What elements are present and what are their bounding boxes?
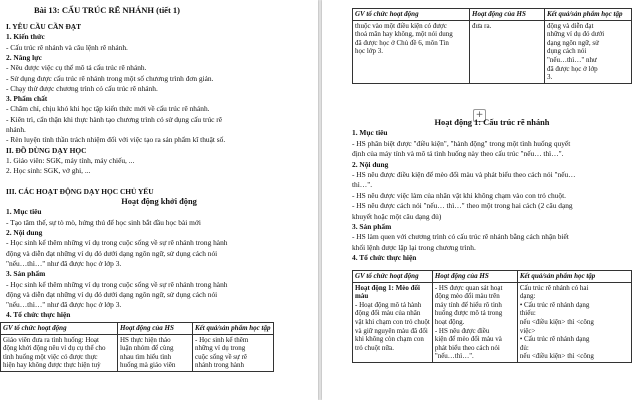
text-line: - Sử dụng được cấu trúc rẽ nhánh trong một số chương trình đơn giản. [6, 73, 214, 83]
cell-text: luận nhóm để cùng [120, 344, 174, 353]
text-line: 1. Giáo viên: SGK, máy tính, máy chiếu, ... [6, 155, 135, 165]
cell-text: huống mà giáo viên [120, 361, 176, 370]
table-cell [470, 20, 545, 83]
cell-text: đủ: [519, 343, 529, 352]
table-header-student: Hoạt động của HS [432, 271, 517, 283]
cell-text: những ví dụ trong [195, 344, 246, 353]
text-line: "nếu…thì…" như đã được học ở lớp 3. [6, 258, 122, 268]
text-line: - HS làm quen với chương trình có cấu trúc rẽ nhánh bằng cách nhận biết [352, 232, 569, 242]
left-activity-table [0, 322, 274, 372]
cell-text: HS thực hiện thảo [120, 335, 171, 344]
table-row [1, 334, 274, 371]
cell-text: cuộc sống về sự rẽ [195, 352, 248, 361]
cell-text: nếu <điều kiện> thì <công [519, 317, 594, 326]
text-line: II. ĐỒ DÙNG DẠY HỌC [6, 145, 87, 155]
text-line: - HS nêu được cách nói "nếu… thì…" theo một trong hai cách (2 câu dạng [352, 201, 573, 211]
table-cell [353, 20, 470, 83]
cell-text: máy tính để hiểu rõ tình [434, 300, 502, 309]
cell-text: màu [355, 292, 369, 301]
cell-text: hiện hay không được thực hiện tuỳ [3, 361, 101, 370]
text-line: - HS phân biệt được "điều kiện", "hành động" trong một tình huống quyết [352, 138, 571, 148]
text-line: 2. Năng lực [6, 52, 42, 62]
table-cell [353, 282, 433, 362]
cell-text: thoả mãn hay không, một nói dung [355, 30, 453, 39]
cell-text: Cấu trúc rẽ nhánh có hai [519, 283, 589, 292]
cell-text: học lớp 3. [355, 47, 384, 56]
cell-text: đã được học ở Chủ đề 6, môn Tin [355, 38, 449, 47]
table-header-teacher: GV tổ chức hoạt động [353, 271, 433, 283]
table-cell [432, 282, 517, 362]
table-row [353, 282, 632, 362]
text-line: 1. Mục tiêu [352, 128, 388, 138]
text-line: 4. Tổ chức thực hiện [352, 253, 417, 263]
cell-text: nhánh trong hành [195, 361, 244, 370]
cell-text: động đổi màu của nhân [355, 309, 421, 318]
lesson-title: Bài 13: CẤU TRÚC RẼ NHÁNH (tiết 1) [34, 5, 180, 15]
cell-text: • Cấu trúc rẽ nhánh dạng [519, 335, 590, 344]
cell-text: đã được học ở lớp [547, 64, 598, 73]
text-line: thì…". [352, 180, 373, 190]
cell-text: vật khi chạm con trỏ chuột [355, 317, 430, 326]
text-line: - Rèn luyện tính thần trách nhiệm đối với việc tạo ra sản phẩm kĩ thuật số. [6, 135, 226, 145]
text-line: động và diễn đạt những ví dụ đó dưới dạng ngôn ngữ, sử dụng cách nói [6, 248, 218, 258]
text-line: - Chạy thử được chương trình có cấu trúc rẽ nhánh. [6, 83, 158, 93]
cell-text: hoạt động. [434, 317, 465, 326]
text-line: - Chăm chỉ, chịu khó khi học tập kiến thức mới về cấu trúc rẽ nhánh. [6, 104, 210, 114]
table-header-result: Kết quả/sản phẩm học tập [193, 323, 274, 335]
table-header-student: Hoạt động của HS [470, 9, 545, 21]
table-header-result: Kết quả/sản phẩm học tập [517, 271, 631, 283]
cell-text: phát biểu theo cách nói [434, 343, 500, 352]
text-line: 1. Mục tiêu [6, 207, 42, 217]
cell-text: Giáo viên đưa ra tình huống: Hoạt [3, 335, 99, 344]
cell-text: động khởi động nêu ví dụ cụ thể cho [3, 344, 106, 353]
table-cell [118, 334, 193, 371]
text-line: - Học sinh kể thêm những ví dụ trong cuộc sống về sự rẽ nhánh trong hành [6, 238, 228, 248]
cell-text: việc> [519, 326, 536, 335]
cell-text: khi không còn chạm con [355, 335, 424, 344]
text-line: I. YÊU CẦU CẦN ĐẠT [6, 22, 82, 31]
cell-text: động mèo đổi màu trên [434, 292, 500, 301]
cell-text: nếu <điều kiện> thì <công [519, 352, 594, 361]
cell-text: • Cấu trúc rẽ nhánh dạng [519, 300, 590, 309]
cell-text: động và diễn đạt [547, 21, 594, 30]
cell-text: - Học sinh kể thêm [195, 335, 249, 344]
table-cell [1, 334, 118, 371]
text-line: 2. Nội dung [6, 228, 43, 237]
cell-text: kiện để mèo đổi màu và [434, 335, 502, 344]
cell-text: dạng: [519, 292, 536, 301]
text-line: định của máy tính và mô tả tình huống này theo cấu trúc "nếu… thì…". [352, 149, 564, 159]
right-bottom-table [352, 270, 632, 363]
text-line: khuyết hoặc một câu dạng đủ) [352, 211, 442, 221]
text-line: - Nêu được việc cụ thể mô tả cấu trúc rẽ nhánh. [6, 63, 147, 73]
text-line: Hoạt động khởi động [121, 197, 197, 207]
cell-text: Hoạt động 1: Mèo đổi [355, 283, 420, 292]
cell-text: trỏ chuột nữa. [355, 343, 394, 352]
text-line: "nếu…thì…" như đã được học ở lớp 3. [6, 300, 122, 310]
text-line: động và diễn đạt những ví dụ đó dưới dạng ngôn ngữ, sử dụng cách nói [6, 289, 218, 299]
cell-text: "nếu…thì…" như [547, 55, 597, 64]
cell-text: nhau tìm hiểu tình [120, 352, 172, 361]
cell-text: huống được mô tả trong [434, 309, 503, 318]
cell-text: những ví dụ đó dưới [547, 30, 605, 39]
cell-text: - Hoạt động mô tả hành [355, 300, 422, 309]
cell-text: dụng cách nói [547, 47, 587, 56]
document-page-right [322, 0, 640, 400]
cell-text: đưa ra. [472, 21, 492, 30]
table-row [353, 20, 632, 83]
cell-text: - HS được quan sát hoạt [434, 283, 503, 292]
cell-text: "nếu…thì…". [434, 352, 474, 361]
text-line: 2. Nội dung [352, 159, 389, 169]
text-line: 2. Học sinh: SGK, vở ghi, ... [6, 166, 91, 176]
cell-text: tình huống một việc có được thực [3, 352, 98, 361]
text-line: - Tạo tâm thế, sự tò mò, hứng thú để học sinh bắt đầu học bài mới [6, 217, 201, 227]
text-line: 1. Kiến thức [6, 32, 45, 42]
table-cell [193, 334, 274, 371]
table-cell [545, 20, 632, 83]
cell-text: - HS nêu được điều [434, 326, 490, 335]
text-line: nhánh. [6, 125, 26, 134]
right-top-table [352, 8, 632, 84]
cell-text: thuộc vào một điều kiện có được [355, 21, 447, 30]
table-cell [517, 282, 631, 362]
text-line: 3. Sản phẩm [6, 269, 46, 279]
text-line: 4. Tổ chức thực hiện [6, 310, 71, 320]
text-line: III. CÁC HOẠT ĐỘNG DẠY HỌC CHỦ YẾU [6, 186, 154, 196]
text-line: 3. Phẩm chất [6, 94, 48, 104]
text-line: - HS nêu được việc làm của nhân vật khi không chạm vào con trỏ chuột. [352, 190, 566, 200]
document-page-left [0, 0, 318, 400]
text-line: Hoạt động 1: Cấu trúc rẽ nhánh [434, 118, 550, 127]
text-line: 3. Sản phẩm [352, 222, 392, 231]
text-line: - Học sinh kể thêm những ví dụ trong cuộc sống về sự rẽ nhánh trong hành [6, 279, 228, 289]
text-line: khối lệnh được lập lại trong chương trình. [352, 242, 476, 252]
text-line: - Kiên trì, cẩn thận khi thực hành tạo chương trình có sử dụng cấu trúc rẽ [6, 114, 223, 124]
table-header-teacher: GV tổ chức hoạt động [353, 9, 470, 21]
cell-text: 3. [547, 73, 553, 82]
cell-text: thiếu: [519, 309, 536, 318]
table-header-result: Kết quả/sản phẩm học tập [545, 9, 632, 21]
table-header-student: Hoạt động của HS [118, 323, 193, 335]
table-header-teacher: GV tổ chức hoạt động [1, 323, 118, 335]
add-row-icon[interactable]: + [473, 109, 486, 122]
text-line: - HS nêu được điều kiện để mèo đổi màu và phát biểu theo cách nói "nếu… [352, 170, 576, 179]
cell-text: và giữ nguyên màu đã đổi [355, 326, 428, 335]
text-line: - Cấu trúc rẽ nhánh và câu lệnh rẽ nhánh. [6, 42, 128, 52]
cell-text: dạng ngôn ngữ, sử [547, 38, 599, 47]
